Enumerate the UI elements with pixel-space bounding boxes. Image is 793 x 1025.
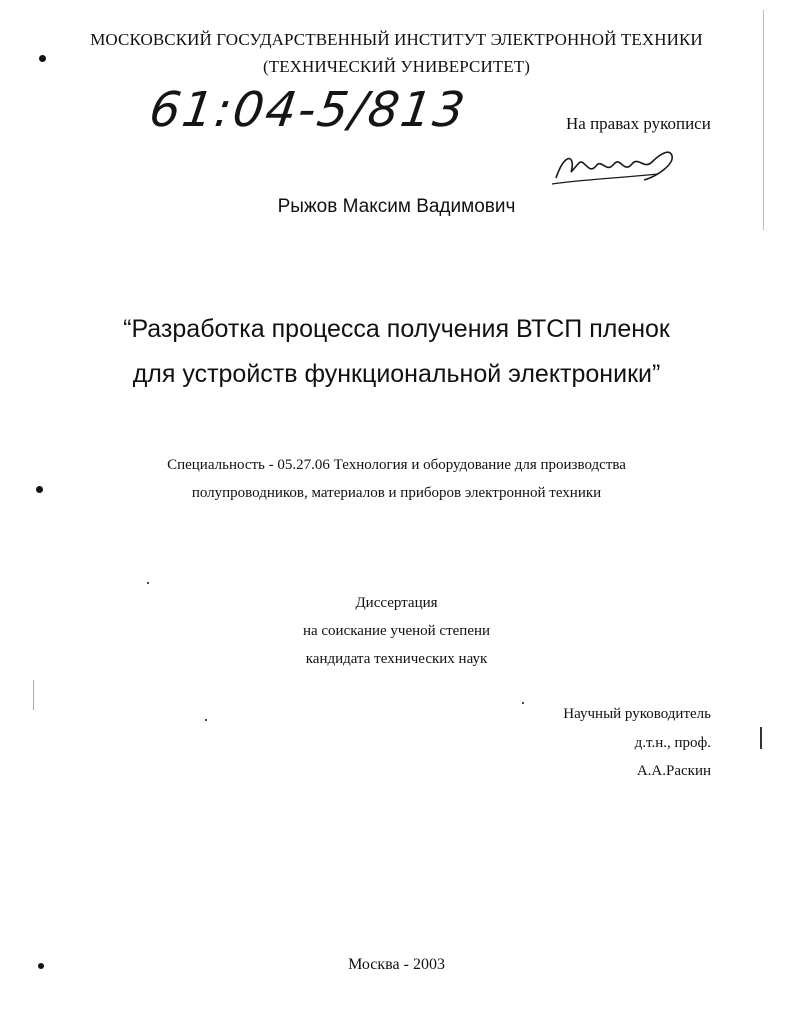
degree-name: кандидата технических наук [305, 651, 488, 667]
binder-hole-mark [38, 963, 44, 969]
city-year: Москва - 2003 [348, 956, 445, 973]
author-signature [548, 140, 678, 190]
advisor-name: А.А.Раскин [636, 763, 711, 779]
institute-name-line2: (ТЕХНИЧЕСКИЙ УНИВЕРСИТЕТ) [262, 57, 531, 76]
dissertation-title-line2: для устройств функциональной электроники” [132, 360, 661, 388]
scan-edge-line [763, 10, 764, 230]
scan-speck [147, 582, 149, 584]
scan-speck [522, 702, 524, 704]
advisor-role: Научный руководитель [563, 706, 711, 722]
degree-purpose: на соискание ученой степени [302, 623, 491, 639]
rights-note: На правах рукописи [566, 114, 711, 133]
author-name: Рыжов Максим Вадимович [277, 196, 516, 217]
scan-speck [205, 719, 207, 721]
dissertation-label: Диссертация [355, 595, 438, 611]
binder-hole-mark [36, 486, 43, 493]
binder-hole-mark [39, 55, 46, 62]
advisor-degree: д.т.н., проф. [634, 735, 711, 751]
specialty-line1: Специальность - 05.27.06 Технология и оборудование для производства [167, 457, 626, 473]
dissertation-title-line1: “Разработка процесса получения ВТСП пленок [123, 315, 670, 343]
archive-number-handwritten: 61:04-5/813 [146, 82, 470, 138]
scan-edge-mark [760, 727, 762, 749]
specialty-line2: полупроводников, материалов и приборов электронной техники [191, 485, 602, 501]
scan-edge-line [33, 680, 34, 710]
institute-name-line1: МОСКОВСКИЙ ГОСУДАРСТВЕННЫЙ ИНСТИТУТ ЭЛЕКТРОННОЙ ТЕХНИКИ [90, 30, 703, 49]
